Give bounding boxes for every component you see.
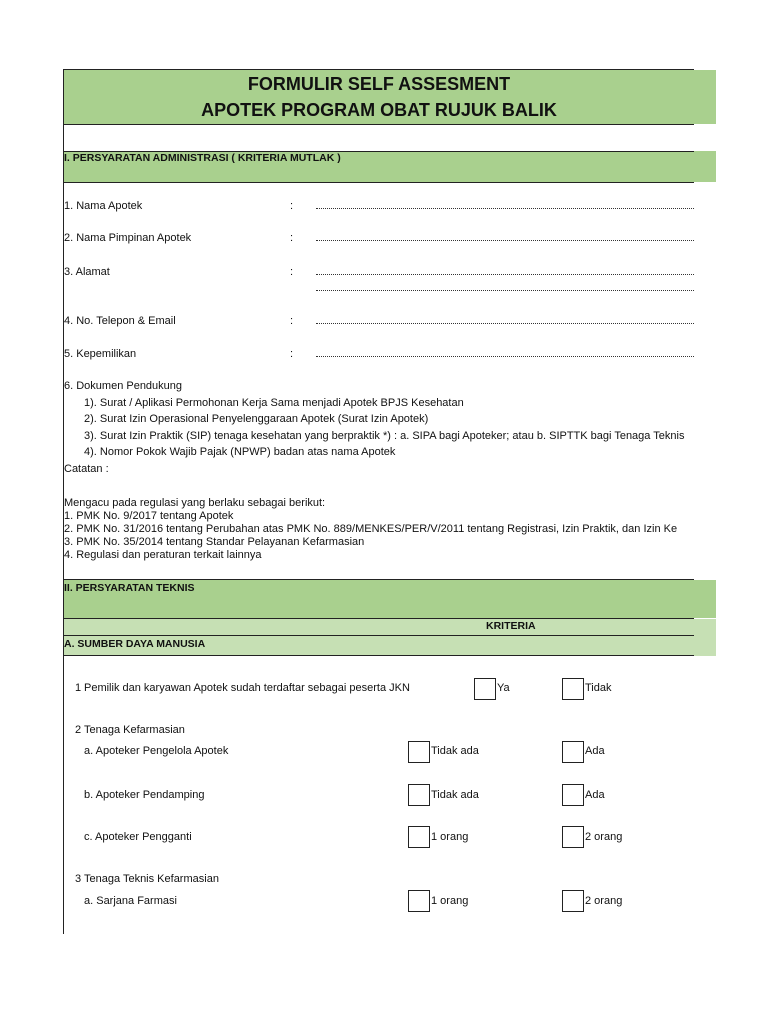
regulation-item: 3. PMK No. 35/2014 tentang Standar Pelayanan Kefarmasian	[64, 536, 365, 548]
q2b-option2-checkbox[interactable]	[562, 784, 584, 806]
field-label-alamat: 3. Alamat	[64, 266, 110, 278]
q3-label: Tenaga Teknis Kefarmasian	[84, 873, 219, 885]
q1-option2-checkbox[interactable]	[562, 678, 584, 700]
q2b-option1-label: Tidak ada	[431, 789, 479, 801]
q2a-label: a. Apoteker Pengelola Apotek	[84, 745, 229, 757]
q1-option1-label: Ya	[497, 682, 510, 694]
q3a-label: a. Sarjana Farmasi	[84, 895, 177, 907]
q2c-option2-checkbox[interactable]	[562, 826, 584, 848]
form-title-line1: FORMULIR SELF ASSESMENT	[247, 74, 511, 94]
q2b-option1-checkbox[interactable]	[408, 784, 430, 806]
divider	[63, 124, 694, 125]
field-input-nama-apotek[interactable]	[316, 208, 694, 209]
regulations-intro: Mengacu pada regulasi yang berlaku sebagai berikut:	[64, 497, 326, 509]
document-item: 3). Surat Izin Praktik (SIP) tenaga kesehatan yang berpraktik *) : a. SIPA bagi Apoteker; atau b. SIPTTK bagi Tenaga Teknis	[84, 430, 685, 442]
q1-number: 1	[75, 682, 82, 694]
q2-label: Tenaga Kefarmasian	[84, 724, 185, 736]
field-colon: :	[290, 232, 294, 244]
divider	[63, 635, 694, 636]
divider	[63, 69, 694, 70]
field-colon: :	[290, 200, 294, 212]
field-input-nama-pimpinan[interactable]	[316, 240, 694, 241]
q1-option1-checkbox[interactable]	[474, 678, 496, 700]
q2c-option2-label: 2 orang	[585, 831, 623, 843]
field-label-telepon-email: 4. No. Telepon & Email	[64, 315, 176, 327]
field-colon: :	[290, 266, 294, 278]
regulation-item: 1. PMK No. 9/2017 tentang Apotek	[64, 510, 234, 522]
criteria-label: KRITERIA	[486, 620, 536, 632]
q2a-option2-label: Ada	[585, 745, 605, 757]
document-item: 2). Surat Izin Operasional Penyelenggaraan Apotek (Surat Izin Apotek)	[84, 413, 429, 425]
regulation-item: 4. Regulasi dan peraturan terkait lainnya	[64, 549, 262, 561]
q2c-option1-checkbox[interactable]	[408, 826, 430, 848]
field-input-alamat-line2[interactable]	[316, 290, 694, 291]
q1-option2-label: Tidak	[585, 682, 612, 694]
q2c-label: c. Apoteker Pengganti	[84, 831, 192, 843]
q1-label: Pemilik dan karyawan Apotek sudah terdaftar sebagai peserta JKN	[84, 682, 410, 694]
field-label-nama-pimpinan: 2. Nama Pimpinan Apotek	[64, 232, 192, 244]
documents-heading: 6. Dokumen Pendukung	[64, 380, 183, 392]
q2b-option2-label: Ada	[585, 789, 605, 801]
divider	[63, 182, 694, 183]
field-label-nama-apotek: 1. Nama Apotek	[64, 200, 143, 212]
q2-number: 2	[75, 724, 82, 736]
field-input-kepemilikan[interactable]	[316, 356, 694, 357]
q3a-option1-checkbox[interactable]	[408, 890, 430, 912]
q2a-option1-label: Tidak ada	[431, 745, 479, 757]
section2-heading: II. PERSYARATAN TEKNIS	[64, 582, 195, 594]
regulation-item: 2. PMK No. 31/2016 tentang Perubahan atas PMK No. 889/MENKES/PER/V/2011 tentang Registrasi, Izin Praktik, dan Izin Ke	[64, 523, 678, 535]
section1-heading: I. PERSYARATAN ADMINISTRASI ( KRITERIA MUTLAK )	[64, 152, 341, 164]
documents-note: Catatan :	[64, 463, 109, 475]
q2c-option1-label: 1 orang	[431, 831, 469, 843]
field-label-kepemilikan: 5. Kepemilikan	[64, 348, 137, 360]
q3a-option1-label: 1 orang	[431, 895, 469, 907]
field-colon: :	[290, 315, 294, 327]
q2a-option2-checkbox[interactable]	[562, 741, 584, 763]
divider	[63, 579, 694, 580]
q2b-label: b. Apoteker Pendamping	[84, 789, 205, 801]
field-colon: :	[290, 348, 294, 360]
document-item: 4). Nomor Pokok Wajib Pajak (NPWP) badan atas nama Apotek	[84, 446, 396, 458]
field-input-telepon-email[interactable]	[316, 323, 694, 324]
field-input-alamat-line1[interactable]	[316, 274, 694, 275]
document-item: 1). Surat / Aplikasi Permohonan Kerja Sama menjadi Apotek BPJS Kesehatan	[84, 397, 464, 409]
q3a-option2-label: 2 orang	[585, 895, 623, 907]
divider	[63, 655, 694, 656]
subsection-a-heading: A. SUMBER DAYA MANUSIA	[64, 638, 206, 650]
q2a-option1-checkbox[interactable]	[408, 741, 430, 763]
q3-number: 3	[75, 873, 82, 885]
form-title-line2: APOTEK PROGRAM OBAT RUJUK BALIK	[201, 100, 557, 120]
q3a-option2-checkbox[interactable]	[562, 890, 584, 912]
